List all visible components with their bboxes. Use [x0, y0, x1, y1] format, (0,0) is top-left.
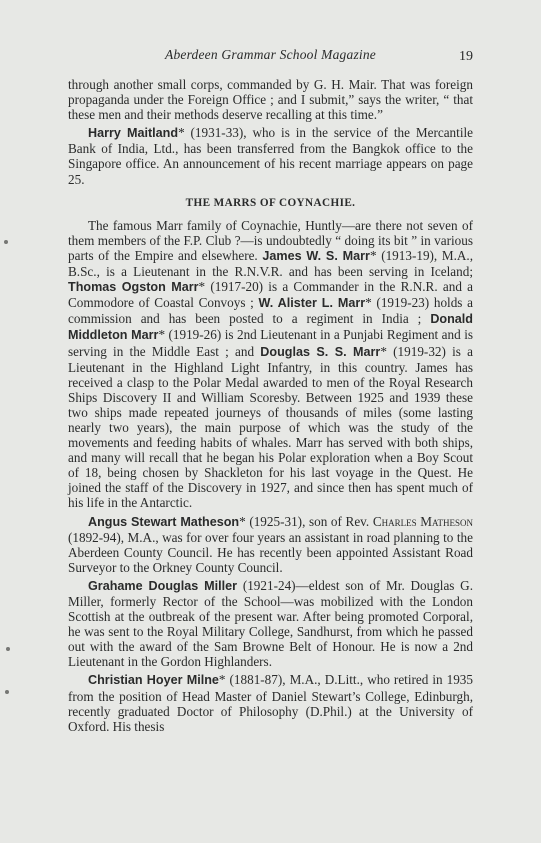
section-heading: THE MARRS OF COYNACHIE. [185, 196, 356, 209]
paragraph-matheson [68, 514, 473, 575]
person-name: Donald Middleton Marr [68, 312, 473, 343]
article-body [68, 77, 473, 734]
paragraph-text: (1921-24)—eldest son of Mr. Douglas G. Miller, formerly Rector of the School—was mobilized with the London Scottish at the outbreak of the present war. After being promoted Corporal, he was sent to the Royal Military College, Sandhurst, from which he passed out with the award of the Sam Browne Belt of Honour. He is now a 2nd Lieutenant in the Gordon Highlanders. [68, 577, 474, 670]
person-name: Douglas S. S. Marr [260, 344, 381, 359]
paragraph-text: * (1881-87), M.A., D.Litt., who retired in 1935 from the position of Head Master of Daniel Stewart’s College, Edinburgh, recently graduated Doctor of Philosophy (D.Phil.) at the University of Oxford. His thesis [68, 672, 473, 734]
person-name: Thomas Ogston Marr [68, 280, 199, 295]
paragraph-marrs [68, 218, 473, 511]
paragraph-milne [68, 672, 473, 733]
margin-speck [6, 647, 10, 651]
paragraph-text: * (1919-32) is a Lieutenant in the Highland Light Infantry, in this country. James has received a clasp to the Polar Medal awarded to men of the Royal Research Ships Discovery II and William Scoresby. Between 1925 and 1939 these two ships made repeated journeys of thousands of miles (some lasting nearly two years), the main purpose of which was the study of the movements and feeding habits of whales. Marr has served with both ships, and many will recall that he began his Polar exploration when a Boy Scout of 18, being chosen by Shackleton for his last voyage in the Quest. He joined the staff of the Discovery in 1927, and since then has spent much of his life in the Antarctic. [68, 343, 473, 511]
page-header [68, 47, 473, 67]
paragraph-text: * (1917-20) is a Commander in the R.N.R. and a Commodore of Coastal Convoys ; [68, 279, 473, 311]
person-name: Christian Hoyer Milne [88, 673, 219, 688]
paragraph-text: The famous Marr family of Coynachie, Huntly—are there not seven of them members of the F.P. Club ?—is undoubtedly “ doing its bit ” in various parts of the Empire and elsewhere. [68, 217, 473, 263]
paragraph-miller [68, 578, 473, 670]
paragraph-propaganda: through another small corps, commanded by G. H. Mair. That was foreign propaganda under the Foreign Office ; and I submit,” says the writer, “ that these men and their methods deserve recalling at this time.” [68, 77, 473, 123]
person-name: W. Alister L. Marr [258, 296, 366, 311]
person-name-small-caps: Charles Matheson [372, 513, 473, 529]
paragraph-maitland [68, 125, 473, 186]
person-name: Harry Maitland [88, 126, 179, 141]
running-title: Aberdeen Grammar School Magazine [165, 47, 376, 62]
person-name: Angus Stewart Matheson [88, 514, 240, 529]
margin-speck [4, 240, 8, 244]
paragraph-text: * (1913-19), M.A., B.Sc., is a Lieutenant in the R.N.V.R. and has been serving in Iceland; [68, 247, 473, 280]
person-name: Grahame Douglas Miller [88, 578, 238, 593]
margin-speck [5, 690, 9, 694]
paragraph-text: * (1931-33), who is in the service of the Mercantile Bank of India, Ltd., has been transferred from the Bangkok office to the Singapore office. An announcement of his recent marriage appears on page 25. [68, 125, 473, 187]
paragraph-text: (1892-94), M.A., was for over four years an assistant in road planning to the Aberdeen County Council. He has recently been appointed Assistant Road Surveyor to the Orkney County Council. [68, 529, 473, 575]
paragraph-text: * (1919-23) holds a commission and has been posted to a regiment in India ; [68, 295, 473, 327]
page-number: 19 [459, 49, 473, 64]
person-name: James W. S. Marr [262, 248, 370, 263]
paragraph-text: * (1925-31), son of Rev. [239, 513, 373, 529]
paragraph-text: * (1919-26) is 2nd Lieutenant in a Punjabi Regiment and is serving in the Middle East ; and [68, 327, 473, 359]
